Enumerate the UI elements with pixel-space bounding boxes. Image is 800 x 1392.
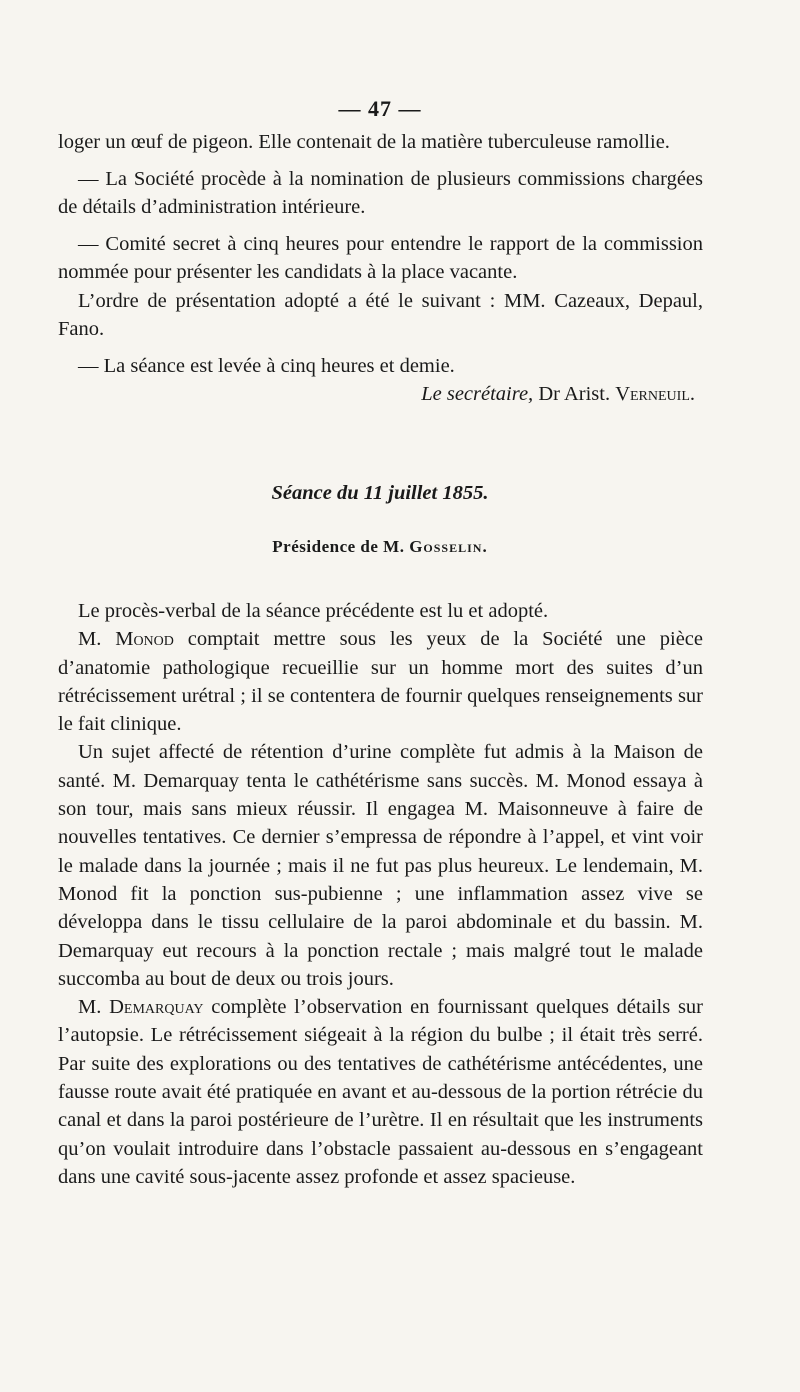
session-title: Séance du 11 juillet 1855. xyxy=(271,482,489,504)
demarquay-autopsy-text: complète l’observation en fournissant quelques détails sur l’autopsie. Le rétrécissement siégeait à la région du bulbe ; il était très serré. Par suite des explorations ou des tentatives de cathétérisme antécédentes, une fausse route avait été pratiquée en avant et au-dessous de la portion rétrécie du canal et dans la paroi postérieure de l’urètre. Il en résultait que les instruments qu’on voulait introduire dans l’obstacle passaient au-dessous en s’engageant dans une cavité sous-jacente assez profonde et assez spacieuse. xyxy=(58,996,704,1188)
paragraph-secret-committee: — Comité secret à cinq heures pour entendre le rapport de la commission nommée pour présenter les candidats à la place vacante. xyxy=(58,232,703,283)
signature-role: Le secrétaire, xyxy=(421,383,534,405)
secretary-signature xyxy=(58,380,703,409)
speaker-monod: M. Monod xyxy=(78,628,174,651)
signature-prefix: Dr Arist. xyxy=(538,383,611,405)
paragraph-tuberculous-matter: loger un œuf de pigeon. Elle contenait de la matière tuberculeuse ramollie. xyxy=(58,131,670,153)
presidency-name: Gosselin. xyxy=(409,537,488,556)
paragraph-commissions: — La Société procède à la nomination de plusieurs commissions chargées de détails d’administration intérieure. xyxy=(58,167,703,218)
speaker-demarquay: M. Demarquay xyxy=(78,996,204,1019)
session-body xyxy=(58,597,703,1191)
previous-session-end xyxy=(58,128,703,409)
paragraph-monod-report xyxy=(58,625,703,738)
presidency-prefix: Présidence de M. xyxy=(272,537,405,556)
session-presidency xyxy=(0,537,760,557)
signature-name: Verneuil. xyxy=(615,383,695,405)
monod-report-text: comptait mettre sous les yeux de la Société une pièce d’anatomie pathologique recueillie sur un homme mort des suites d’un rétrécissement urétral ; il se contentera de fournir quelques renseignements sur le fait clinique. xyxy=(58,628,703,736)
paragraph-presentation-order: L’ordre de présentation adopté a été le suivant : MM. Cazeaux, Depaul, Fano. xyxy=(58,289,703,340)
paragraph-minutes-adopted: Le procès-verbal de la séance précédente est lu et adopté. xyxy=(78,600,549,622)
paragraph-session-closed: — La séance est levée à cinq heures et demie. xyxy=(78,354,455,377)
page-number: — 47 — xyxy=(338,96,422,121)
paragraph-clinical-case: Un sujet affecté de rétention d’urine complète fut admis à la Maison de santé. M. Demarquay tenta le cathétérisme sans succès. M. Monod essaya à son tour, mais sans mieux réussir. Il engagea M. Maisonneuve à faire de nouvelles tentatives. Ce dernier s’empressa de répondre à l’appel, et vint voir le malade dans la journée ; mais il ne fut pas plus heureux. Le lendemain, M. Monod fit la ponction sus-pubienne ; une inflammation assez vive se développa dans le tissu cellulaire de la paroi abdominale et du bassin. M. Demarquay eut recours à la ponction rectale ; mais malgré tout le malade succomba au bout de deux ou trois jours. xyxy=(58,741,703,990)
paragraph-demarquay-autopsy xyxy=(58,993,703,1191)
